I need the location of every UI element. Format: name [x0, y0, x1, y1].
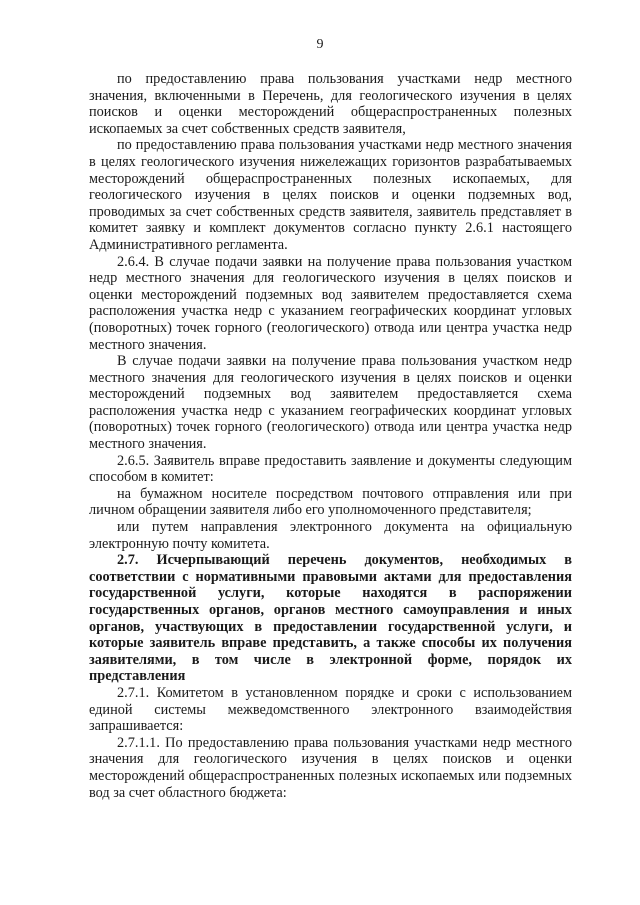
document-body: [89, 71, 572, 801]
paragraph-4: В случае подачи заявки на получение права пользования участком недр местного значения для геологического изучения в целях поисков и оценки месторождений подземных вод заявителем предоставляется схема расположения участка недр с указанием географических координат угловых (поворотных) точек горного (геологического) отвода или центра участка недр местного значения.: [89, 353, 572, 453]
paragraph-2-7-1-1: 2.7.1.1. По предоставлению права пользования участками недр местного значения для геологического изучения в целях поисков и оценки месторождений общераспространенных полезных ископаемых или подземных вод за счет областного бюджета:: [89, 734, 572, 801]
paragraph-2-7-1: 2.7.1. Комитетом в установленном порядке и сроки с использованием единой системы межведомственного электронного взаимодействия запрашивается:: [89, 684, 572, 735]
section-heading-2-7: 2.7. Исчерпывающий перечень документов, необходимых в соответствии с нормативными правовыми актами для предоставления государственной услуги, которые находятся в распоряжении государственных органов, органов местного самоуправления и иных органов, участвующих в предоставлении государственной услуги, и которые заявитель вправе представить, а также способы их получения заявителями, в том числе в электронной форме, порядок их представления: [89, 552, 572, 685]
page-number: 9: [316, 37, 324, 52]
paragraph-1: по предоставлению права пользования участками недр местного значения, включенными в Перечень, для геологического изучения в целях поисков и оценки месторождений общераспространенных полезных ископаемых за счет собственных средств заявителя,: [89, 71, 572, 137]
paragraph-paper-option: на бумажном носителе посредством почтового отправления или при личном обращении заявителя либо его уполномоченного представителя;: [89, 485, 572, 519]
paragraph-2: по предоставлению права пользования участками недр местного значения в целях геологического изучения нижележащих горизонтов разрабатываемых месторождений общераспространенных полезных ископаемых, для геологического изучения в целях поисков и оценки подземных вод, проводимых за счет собственных средств заявителя, заявитель представляет в комитет заявку и комплект документов согласно пункту 2.6.1 настоящего Административного регламента.: [89, 137, 572, 253]
paragraph-2-6-5: 2.6.5. Заявитель вправе предоставить заявление и документы следующим способом в комитет:: [89, 452, 572, 486]
paragraph-2-6-4: 2.6.4. В случае подачи заявки на получение права пользования участком недр местного значения для геологического изучения в целях поисков и оценки месторождений подземных вод заявителем предоставляется схема расположения участка недр с указанием географических координат угловых (поворотных) точек горного (геологического) отвода или центра участка недр местного значения.: [89, 253, 572, 353]
paragraph-email-option: или путем направления электронного документа на официальную электронную почту комитета.: [89, 519, 572, 552]
